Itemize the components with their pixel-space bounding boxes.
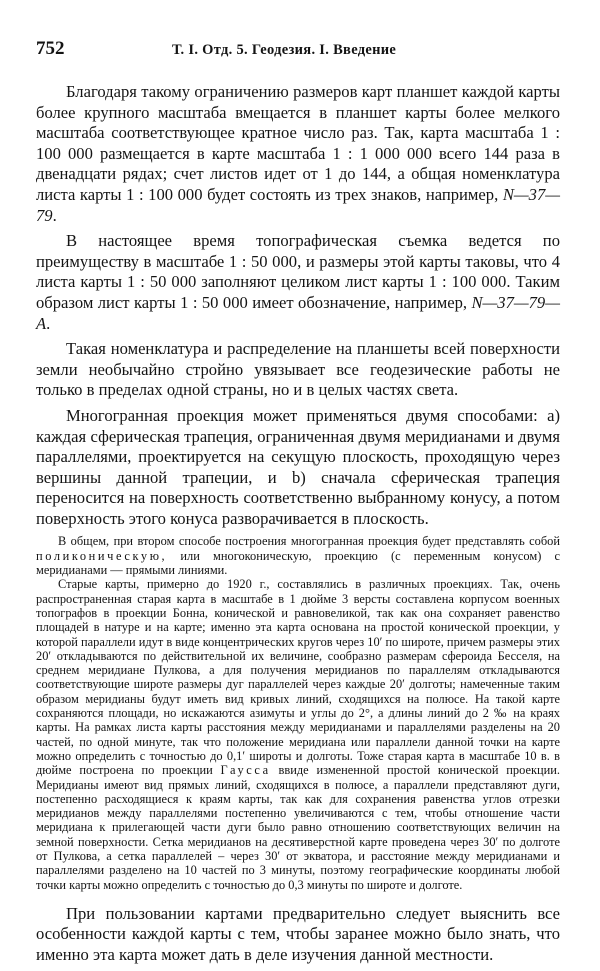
page-number: 752 [36, 38, 65, 59]
nomenclature-example: N—37—79 [36, 184, 560, 225]
note-old-maps-end: ввиде измененной простой конической проекции. Меридианы имеют вид прямых линий, сходящихся в полюсе, а параллели представляют дуги, постепенно расходящиеся к краям карты, так как для сохранения равенства углов отрезки меридианов между параллелями постепенно увеличиваются с тем, чтобы отношение части меридиана к прилегающей части дуги было равно отношению соответствующих величин на земной поверхности. Сетка меридианов на десятиверстной карте проведена через 30′ по долготе от Пулкова, а сетка параллелей – через 30′ от экватора, и расстояние между меридианами и параллелями разделено на 10 частей по 3 минуты, поэтому географические координаты любой точки карты можно определить с точностью до 0,3 минуты по широте и долготе. [36, 763, 560, 892]
paragraph-nomenclature: Такая номенклатура и распределение на планшеты всей поверхности земли необычайно стройно увязывает все геодезические работы не только в пределах одной страны, но и в целых частях света. [36, 339, 560, 400]
main-text [36, 82, 560, 529]
paragraph-map-sheets-text: Благодаря такому ограничению размеров карт планшет каждой карты более крупного масштаба вмещается в планшет карты более мелкого масштаба соответствующее кратное число раз. Так, карта масштаба 1 : 100 000 размещается в карте масштаба 1 : 1 000 000 всего 144 раза в двенадцати рядах; счет листов идет от 1 до 144, а общая номенклатура листа карты 1 : 100 000 будет состоять из трех знаков, например, [36, 82, 560, 204]
book-page [36, 38, 560, 971]
paragraph-polyhedral-projection: Многогранная проекция может применяться двумя способами: а) каждая сферическая трапеция, ограниченная двумя меридианами и двумя параллелями, проектируется на секущую плоскость, проходящую через вершины данной трапеции, и b) сначала сферическая трапеция переносится на поверхность соответственно выбранному конусу, а потом поверхность этого конуса разворачивается в плоскость. [36, 405, 560, 528]
note-polyconic [36, 534, 560, 577]
note-polyconic-end: или многоконическую, проекцию (с переменным конусом) с меридианами — прямыми линиями. [36, 548, 560, 578]
note-old-maps-start: Старые карты, примерно до 1920 г., составлялись в различных проекциях. Так, очень распространенная старая карта в масштабе в 1 дюйме 3 версты составлена корпусом военных топографов в проекции Бонна, конической и равновеликой, так как она сохраняет равенство площадей в натуре и на карте; именно эта карта основана на простой конической проекции, у которой параллели идут в виде концентрических кругов через 10′ по широте, причем размеры этих 20′ откладываются по действительной их величине, сообразно размерам сфероида Бесселя, на среднем меридиане Пулкова, а для получения меридианов по параллелям откладываются соответствующие широте размеры дуг параллелей через каждые 20′ долготы; намеченные таким образом меридианы будут иметь вид кривых линий, сходящихся на полюсе. На такой карте сохраняются площади, но искажаются азимуты и углы до 2°, а длины линий до 2 ‰ на краях карты. На рамках листа карты расстояния между меридианами и параллелями разделены на 20 частей, по одной минуте, так что положение меридиана или параллели данной точки на карте можно определить с точностью до 0,1′ широты и долготы. Тоже старая карта в масштабе 10 в. в дюйме построена по проекции [36, 577, 560, 778]
running-head: Т. I. Отд. 5. Геодезия. I. Введение [172, 42, 397, 58]
paragraph-map-usage: При пользовании картами предварительно следует выяснить все особенности каждой карты с тем, чтобы заранее можно было знать, что именно эта карта может дать в деле изучения данной местности. [36, 903, 560, 965]
page-header [36, 38, 560, 64]
nomenclature-example-2: N—37—79—A [36, 292, 560, 333]
term-gauss: Гаусса [220, 763, 271, 778]
term-polyconic: поликоническую, [36, 548, 168, 563]
paragraph-survey-scale-text: В настоящее время топографическая съемка ведется по преимуществу в масштабе 1 : 50 000, и размеры этой карты таковы, что 4 листа карты 1 : 50 000 заполняют целиком лист карты 1 : 100 000. Таким образом лист карты 1 : 50 000 имеет обозначение, например, [36, 231, 560, 312]
paragraph-survey-scale: В настоящее время топографическая съемка ведется по преимуществу в масштабе 1 : 50 000, и размеры этой карты таковы, что 4 листа карты 1 : 50 000 заполняют целиком лист карты 1 : 100 000. Таким образом лист карты 1 : 50 000 имеет обозначение, например, N—37—79—A. [36, 231, 560, 333]
note-old-maps [36, 577, 560, 892]
main-text-closing [36, 904, 560, 966]
note-polyconic-start: В общем, при втором способе построения многогранная проекция будет представлять собой [58, 534, 560, 549]
paragraph-map-sheets: Благодаря такому ограничению размеров карт планшет каждой карты более крупного масштаба вмещается в планшет карты более мелкого масштаба соответствующее кратное число раз. Так, карта масштаба 1 : 100 000 размещается в карте масштаба 1 : 1 000 000 всего 144 раза в двенадцати рядах; счет листов идет от 1 до 144, а общая номенклатура листа карты 1 : 100 000 будет состоять из трех знаков, например, N—37—79. [36, 82, 560, 225]
small-print-note [36, 534, 560, 891]
